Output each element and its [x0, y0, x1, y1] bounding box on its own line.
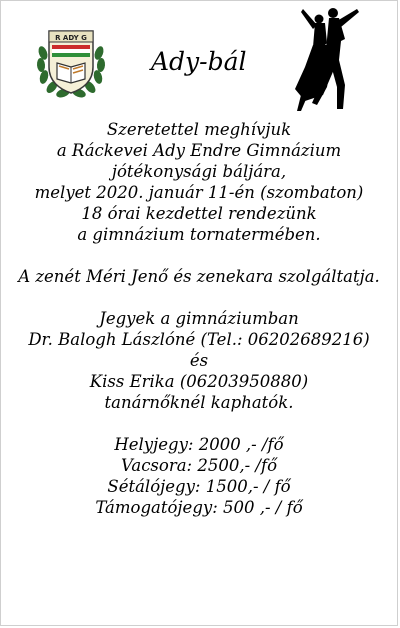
price-line: Vacsora: 2500,- /fő: [120, 456, 278, 475]
invitation-line: a Ráckevei Ady Endre Gimnázium: [56, 141, 342, 160]
dancing-couple-icon: [293, 5, 365, 113]
tickets-line: Kiss Erika (06203950880): [89, 372, 309, 391]
music-line: A zenét Méri Jenő és zenekara szolgáltatja.: [18, 267, 380, 286]
tickets-line: Dr. Balogh Lászlóné (Tel.: 06202689216): [28, 330, 370, 349]
invitation-line: melyet 2020. január 11-én (szombaton): [34, 183, 364, 202]
invitation-line: Szeretettel meghívjuk: [106, 120, 292, 139]
invitation-line: 18 órai kezdettel rendezünk: [81, 204, 317, 223]
invitation-line: jótékonysági báljára,: [111, 162, 287, 181]
tickets-line: és: [189, 351, 209, 370]
school-logo: [33, 23, 109, 99]
price-line: Támogatójegy: 500 ,- / fő: [95, 498, 303, 517]
invitation-line: a gimnázium tornatermében.: [77, 225, 321, 244]
price-line: Sétálójegy: 1500,- / fő: [107, 477, 291, 496]
invitation-body: [1, 119, 397, 518]
logo-text: R ADY G: [55, 34, 87, 42]
event-title: Ady-bál: [151, 47, 247, 76]
tickets-line: tanárnőknél kaphatók.: [104, 393, 294, 412]
price-line: Helyjegy: 2000 ,- /fő: [114, 435, 284, 454]
tickets-line: Jegyek a gimnáziumban: [99, 309, 299, 328]
